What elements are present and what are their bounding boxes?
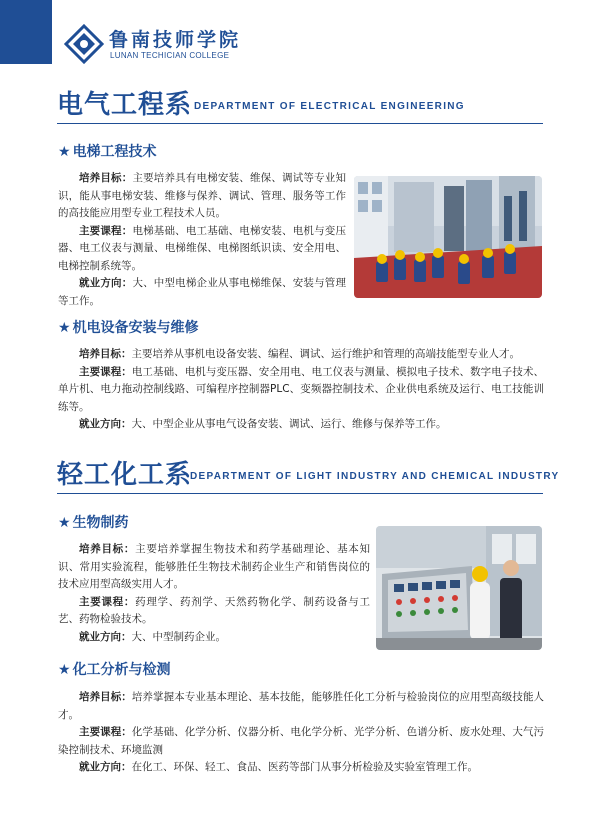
star-icon: ★ [58, 320, 71, 336]
major-title: ★ 生物制药 [58, 515, 129, 531]
department-subtitle: DEPARTMENT OF LIGHT INDUSTRY AND CHEMICAL INDUSTRY [190, 471, 560, 482]
major-description: 培养目标：主要培养具有电梯安装、维保、调试等专业知识，能从事电梯安装、维修与保养、调试、管理、服务等工作的高技能应用型专业工程技术人员。 主要课程：电梯基础、电工基础、电梯安装、电机与变压器、电工仪表与测量、电梯维保、电梯图纸识读、安全用电、电梯控制系统等。 就业方向：大、中型电梯企业从事电梯维保、安装与管理等工作。 [58, 172, 346, 307]
department-header [57, 458, 560, 498]
pharma-lab-photo [376, 526, 542, 650]
college-emblem-icon [64, 24, 104, 64]
major-description: 培养目标：培养掌握本专业基本理论、基本技能，能够胜任化工分析与检验岗位的应用型高级技能人才。 主要课程：化学基础、化学分析、仪器分析、电化学分析、光学分析、色谱分析、废水处理、大气污染控制技术、环境监测 就业方向：在化工、环保、轻工、食品、医药等部门从事分析检验及实验室管理工作。 [58, 691, 545, 773]
star-icon: ★ [58, 662, 71, 678]
star-icon: ★ [58, 144, 71, 160]
major-title: ★ 化工分析与检测 [58, 662, 171, 678]
department-header [57, 88, 543, 128]
major-description: 培养目标：主要培养从事机电设备安装、编程、调试、运行维护和管理的高端技能型专业人才。 主要课程：电工基础、电机与变压器、安全用电、电工仪表与测量、模拟电子技术、数字电子技术、单片机、电力拖动控制线路、可编程序控制器PLC、变频器控制技术、企业供电系统及运行、电工技能训练等。 就业方向：大、中型企业从事电气设备安装、调试、运行、维修与保养等工作。 [58, 348, 545, 430]
major-title: ★ 机电设备安装与维修 [58, 320, 199, 336]
major-description: 培养目标：主要培养掌握生物技术和药学基础理论、基本知识、常用实验流程，能够胜任生物技术制药企业生产和销售岗位的技术应用型高级实用人才。 主要课程：药理学、药剂学、天然药物化学、制药设备与工艺、药物检验技术。 就业方向：大、中型制药企业。 [58, 543, 371, 643]
divider [57, 493, 543, 494]
college-name-en: LUNAN TECHICIAN COLLEGE [110, 51, 230, 60]
major-title: ★ 电梯工程技术 [58, 144, 157, 160]
department-title: 电气工程系 [57, 90, 193, 120]
corner-accent-bar [0, 0, 52, 64]
college-name-cn: 鲁南技师学院 [109, 29, 242, 51]
college-logo [64, 24, 264, 68]
divider [57, 123, 543, 124]
elevator-workshop-photo [354, 176, 542, 298]
department-title: 轻工化工系 [57, 460, 193, 490]
star-icon: ★ [58, 515, 71, 531]
department-subtitle: DEPARTMENT OF ELECTRICAL ENGINEERING [194, 101, 465, 112]
